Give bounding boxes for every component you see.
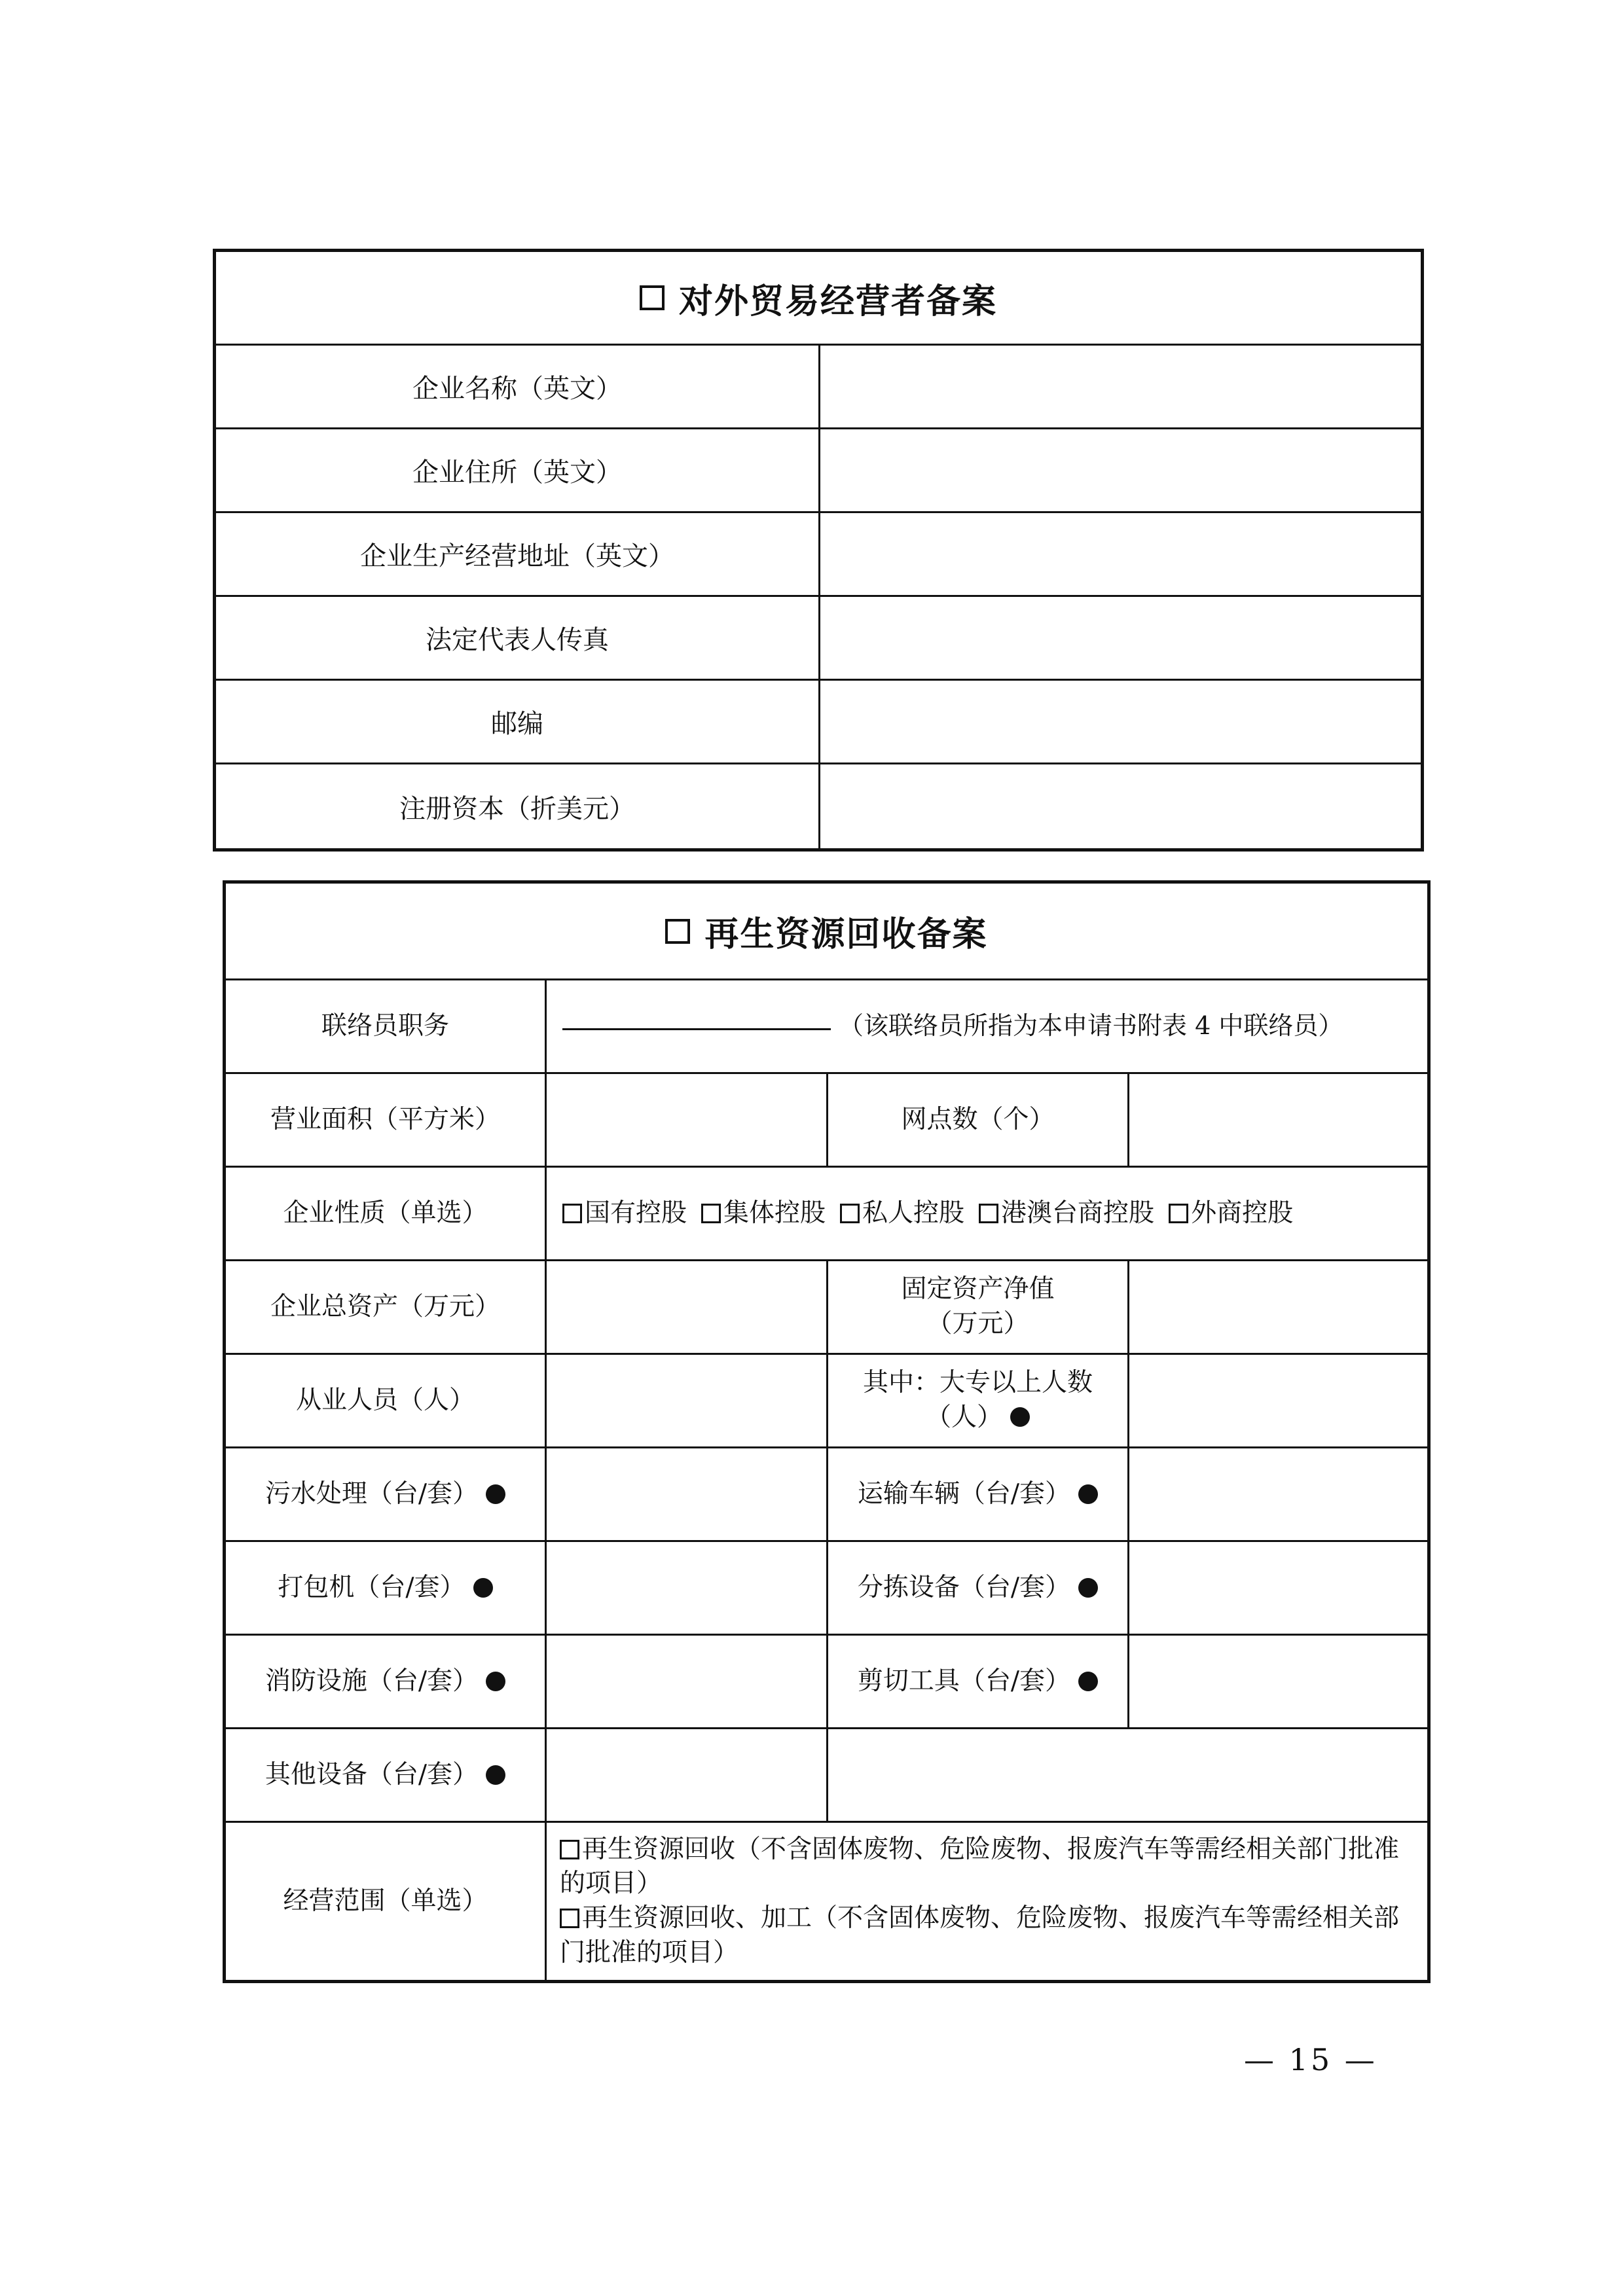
enterprise-nature-label: 企业性质（单选） [226,1168,547,1259]
required-dot-icon [1078,1484,1098,1504]
checkbox-icon[interactable] [560,1840,579,1859]
table-row [216,346,1421,429]
college-staff-label-line2: （人） [926,1401,1030,1435]
fixed-assets-label-line1: 固定资产净值 [901,1274,1055,1304]
required-dot-icon [473,1578,493,1598]
sorting-field[interactable] [1129,1542,1427,1634]
table-row [226,1355,1427,1448]
required-dot-icon [1010,1407,1030,1427]
checkbox-icon[interactable] [562,1204,582,1223]
checkbox-icon[interactable] [640,285,665,310]
company-address-en-field[interactable] [820,429,1421,511]
row-label: 注册资本（折美元） [216,764,820,848]
table-row [216,513,1421,597]
table-row [226,1542,1427,1636]
row-label: 企业住所（英文） [216,429,820,511]
checkbox-icon[interactable] [560,1909,579,1928]
table-row [226,1636,1427,1729]
checkbox-icon[interactable] [979,1204,998,1223]
required-dot-icon [1078,1672,1098,1691]
fire-field[interactable] [547,1636,828,1727]
enterprise-nature-options [547,1168,1427,1259]
nature-option-hmt[interactable]: 港澳台商控股 [979,1196,1154,1231]
table-row [226,1729,1427,1823]
business-area-field[interactable] [547,1074,828,1166]
foreign-trade-title: 对外贸易经营者备案 [678,281,997,321]
table-row [226,1074,1427,1168]
table-row [226,1448,1427,1542]
other-equipment-blank [828,1729,1427,1821]
page-number: — 15 — [1244,2042,1377,2077]
liaison-note: （该联络员所指为本申请书附表 4 中联络员） [839,1011,1343,1041]
postal-code-field[interactable] [820,681,1421,762]
row-label: 企业生产经营地址（英文） [216,513,820,595]
row-label: 法定代表人传真 [216,597,820,679]
required-dot-icon [486,1765,505,1785]
required-dot-icon [1078,1578,1098,1598]
registered-capital-usd-field[interactable] [820,764,1421,848]
business-scope-options [547,1823,1427,1980]
row-label: 邮编 [216,681,820,762]
business-scope-label: 经营范围（单选） [226,1823,547,1980]
production-address-en-field[interactable] [820,513,1421,595]
vehicles-field[interactable] [1129,1448,1427,1540]
liaison-label: 联络员职务 [226,980,547,1072]
checkbox-icon[interactable] [701,1204,721,1223]
staff-field[interactable] [547,1355,828,1446]
sewage-label: 污水处理（台/套） [226,1448,547,1540]
total-assets-label: 企业总资产（万元） [226,1261,547,1353]
checkbox-icon[interactable] [665,919,690,944]
required-dot-icon [486,1672,505,1691]
liaison-cell [547,980,1427,1072]
row-label: 企业名称（英文） [216,346,820,427]
college-staff-label [828,1355,1129,1446]
fixed-assets-label [828,1261,1129,1353]
foreign-trade-table [213,249,1424,852]
table-row [216,764,1421,848]
business-area-label: 营业面积（平方米） [226,1074,547,1166]
checkbox-icon[interactable] [840,1204,860,1223]
scope-option-recycle-process[interactable]: 再生资源回收、加工（不含固体废物、危险废物、报废汽车等需经相关部门批准的项目） [560,1903,1400,1967]
nature-option-state[interactable]: 国有控股 [562,1196,687,1231]
staff-label: 从业人员（人） [226,1355,547,1446]
legal-rep-fax-field[interactable] [820,597,1421,679]
college-staff-field[interactable] [1129,1355,1427,1446]
cutting-label: 剪切工具（台/套） [828,1636,1129,1727]
total-assets-field[interactable] [547,1261,828,1353]
table-row [216,429,1421,513]
sorting-label: 分拣设备（台/套） [828,1542,1129,1634]
table-row [226,1261,1427,1355]
table-row [226,1823,1427,1980]
scope-option-recycle[interactable]: 再生资源回收（不含固体废物、危险废物、报废汽车等需经相关部门批准的项目） [560,1834,1400,1899]
nature-option-collective[interactable]: 集体控股 [701,1196,826,1231]
recycling-title: 再生资源回收备案 [704,914,988,954]
vehicles-label: 运输车辆（台/套） [828,1448,1129,1540]
nature-option-private[interactable]: 私人控股 [840,1196,964,1231]
foreign-trade-header [216,252,1421,346]
nature-option-foreign[interactable]: 外商控股 [1169,1196,1293,1231]
table-row [226,980,1427,1074]
table-row [216,681,1421,764]
recycling-table [223,880,1431,1983]
table-row [226,1168,1427,1261]
sewage-field[interactable] [547,1448,828,1540]
table-row [216,597,1421,681]
baler-label: 打包机（台/套） [226,1542,547,1634]
company-name-en-field[interactable] [820,346,1421,427]
other-equipment-field[interactable] [547,1729,828,1821]
liaison-title-field[interactable] [562,1023,831,1030]
baler-field[interactable] [547,1542,828,1634]
cutting-field[interactable] [1129,1636,1427,1727]
fixed-assets-field[interactable] [1129,1261,1427,1353]
fixed-assets-label-line2: （万元） [926,1309,1029,1338]
other-equipment-label: 其他设备（台/套） [226,1729,547,1821]
college-staff-label-line1: 其中：大专以上人数 [862,1368,1093,1398]
checkbox-icon[interactable] [1169,1204,1188,1223]
outlet-count-field[interactable] [1129,1074,1427,1166]
recycling-header [226,884,1427,980]
fire-label: 消防设施（台/套） [226,1636,547,1727]
outlet-count-label: 网点数（个） [828,1074,1129,1166]
required-dot-icon [486,1484,505,1504]
